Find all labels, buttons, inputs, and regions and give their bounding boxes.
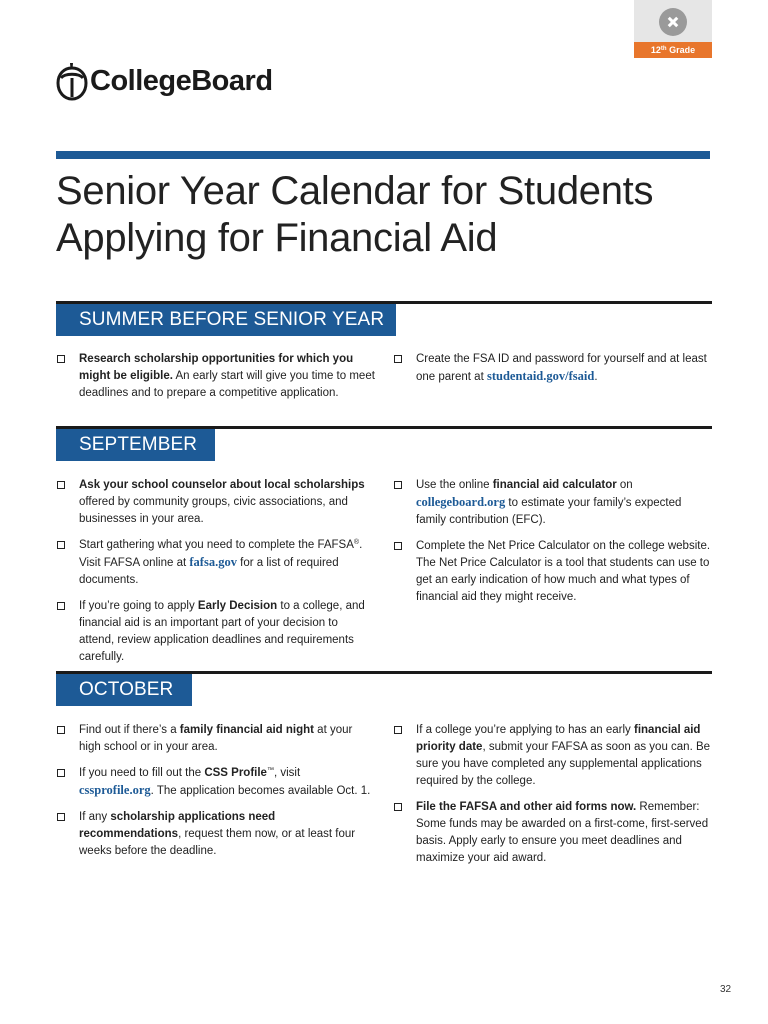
grade-label — [634, 42, 712, 58]
item-text: If any — [79, 811, 111, 823]
item-text: If you need to fill out the — [79, 767, 205, 779]
summer-left-column — [56, 351, 376, 411]
checkbox-icon[interactable] — [57, 355, 65, 363]
section-heading-september: SEPTEMBER — [56, 429, 215, 461]
item-bold: File the FAFSA and other aid forms now. — [416, 801, 637, 813]
item-bold: Early Decision — [197, 600, 278, 612]
october-left-column — [56, 722, 376, 869]
pencil-ruler-icon — [659, 8, 687, 36]
page-number: 32 — [720, 984, 732, 995]
item-bold: family financial aid night — [179, 724, 314, 736]
cssprofile-link[interactable]: cssprofile.org — [79, 783, 151, 797]
checkbox-icon[interactable] — [394, 803, 402, 811]
item-bold: financial aid calculator — [492, 479, 617, 491]
logo-text: CollegeBoard — [90, 64, 273, 97]
item-text: on — [616, 479, 633, 491]
grade-word: Grade — [669, 45, 696, 55]
grade-number: 12 — [650, 45, 661, 55]
item-bold: scholarship applications need recommendations — [79, 811, 276, 840]
item-bold: financial aid priority date — [416, 724, 701, 753]
checklist-item — [56, 537, 376, 589]
item-text: An early start will give you time to meet deadlines and to prepare a competitive application. — [79, 370, 375, 399]
item-text: If a college you’re applying to has an early — [416, 724, 634, 736]
item-text: , visit — [273, 767, 301, 779]
item-text: . The application becomes available Oct. 1. — [150, 785, 371, 797]
checkbox-icon[interactable] — [57, 769, 65, 777]
checklist-item — [56, 809, 376, 860]
item-text: offered by community groups, civic associations, and businesses in your area. — [79, 496, 348, 525]
item-text: , request them now, or at least four weeks before the deadline. — [79, 828, 356, 857]
grade-suffix: th — [660, 46, 667, 52]
item-text: Use the online — [416, 479, 493, 491]
item-text: Create the FSA ID and password for yourself and at least one parent at — [416, 353, 707, 383]
checklist-item — [56, 351, 376, 402]
item-bold: Ask your school counselor about local scholarships — [79, 479, 365, 491]
checkbox-icon[interactable] — [394, 542, 402, 550]
grade-tab — [634, 0, 712, 58]
item-text: Complete the Net Price Calculator on the college website. The Net Price Calculator is a tool that students can use to get an early indication of how much and what types of financial aid they might receive. — [416, 540, 711, 603]
item-bold: Research scholarship opportunities for which you might be eligible. — [79, 353, 354, 382]
item-text: Find out if there’s a — [79, 724, 180, 736]
checklist-item — [393, 538, 713, 606]
item-text: at your high school or in your area. — [79, 724, 353, 753]
checklist-item — [56, 598, 376, 666]
item-text: Remember: Some funds may be awarded on a first-come, first-served basis. Apply early to ensure you meet deadlines and maximize your aid award. — [416, 801, 709, 864]
trademark-mark: ™ — [266, 767, 274, 774]
section-heading-summer: SUMMER BEFORE SENIOR YEAR — [56, 304, 396, 336]
section-heading-october: OCTOBER — [56, 674, 192, 706]
summer-right-column — [393, 351, 713, 395]
checkbox-icon[interactable] — [394, 355, 402, 363]
checklist-item — [393, 722, 713, 790]
item-text: to a college, and financial aid is an important part of your decision to attend, review application deadlines and requirements carefully. — [79, 600, 365, 663]
checklist-item — [393, 477, 713, 529]
item-bold: CSS Profile — [204, 767, 267, 779]
checklist-item — [393, 351, 713, 386]
checklist-item — [56, 722, 376, 756]
checklist-item — [56, 765, 376, 800]
checkbox-icon[interactable] — [394, 726, 402, 734]
checkbox-icon[interactable] — [57, 602, 65, 610]
item-text: If you’re going to apply — [79, 600, 198, 612]
title-line-1: Senior Year Calendar for Students — [56, 169, 654, 213]
checkbox-icon[interactable] — [57, 541, 65, 549]
collegeboard-link[interactable]: collegeboard.org — [416, 495, 506, 509]
item-text: . — [594, 371, 598, 383]
grade-tab-icon-area — [634, 0, 712, 42]
acorn-icon — [56, 61, 88, 101]
checkbox-icon[interactable] — [57, 813, 65, 821]
item-text: for a list of required documents. — [79, 557, 339, 586]
checklist-item — [56, 477, 376, 528]
fafsa-link[interactable]: fafsa.gov — [189, 555, 237, 569]
checklist-item — [393, 799, 713, 867]
checkbox-icon[interactable] — [57, 481, 65, 489]
item-text: , submit your FAFSA as soon as you can. Be sure you have completed any supplemental applications required by the college. — [416, 741, 711, 787]
october-right-column — [393, 722, 713, 876]
item-text: Start gathering what you need to complete the FAFSA — [79, 539, 354, 551]
item-text: to estimate your family’s expected family contribution (EFC). — [416, 497, 682, 526]
checkbox-icon[interactable] — [394, 481, 402, 489]
checkbox-icon[interactable] — [57, 726, 65, 734]
item-text: . Visit FAFSA online at — [79, 539, 363, 569]
collegeboard-logo — [56, 60, 273, 102]
studentaid-link[interactable]: studentaid.gov/fsaid — [486, 369, 595, 383]
registered-mark: ® — [353, 539, 360, 546]
september-left-column — [56, 477, 376, 675]
title-accent-bar — [56, 151, 710, 159]
september-right-column — [393, 477, 713, 615]
page-title — [56, 168, 716, 262]
title-line-2: Applying for Financial Aid — [56, 216, 498, 260]
